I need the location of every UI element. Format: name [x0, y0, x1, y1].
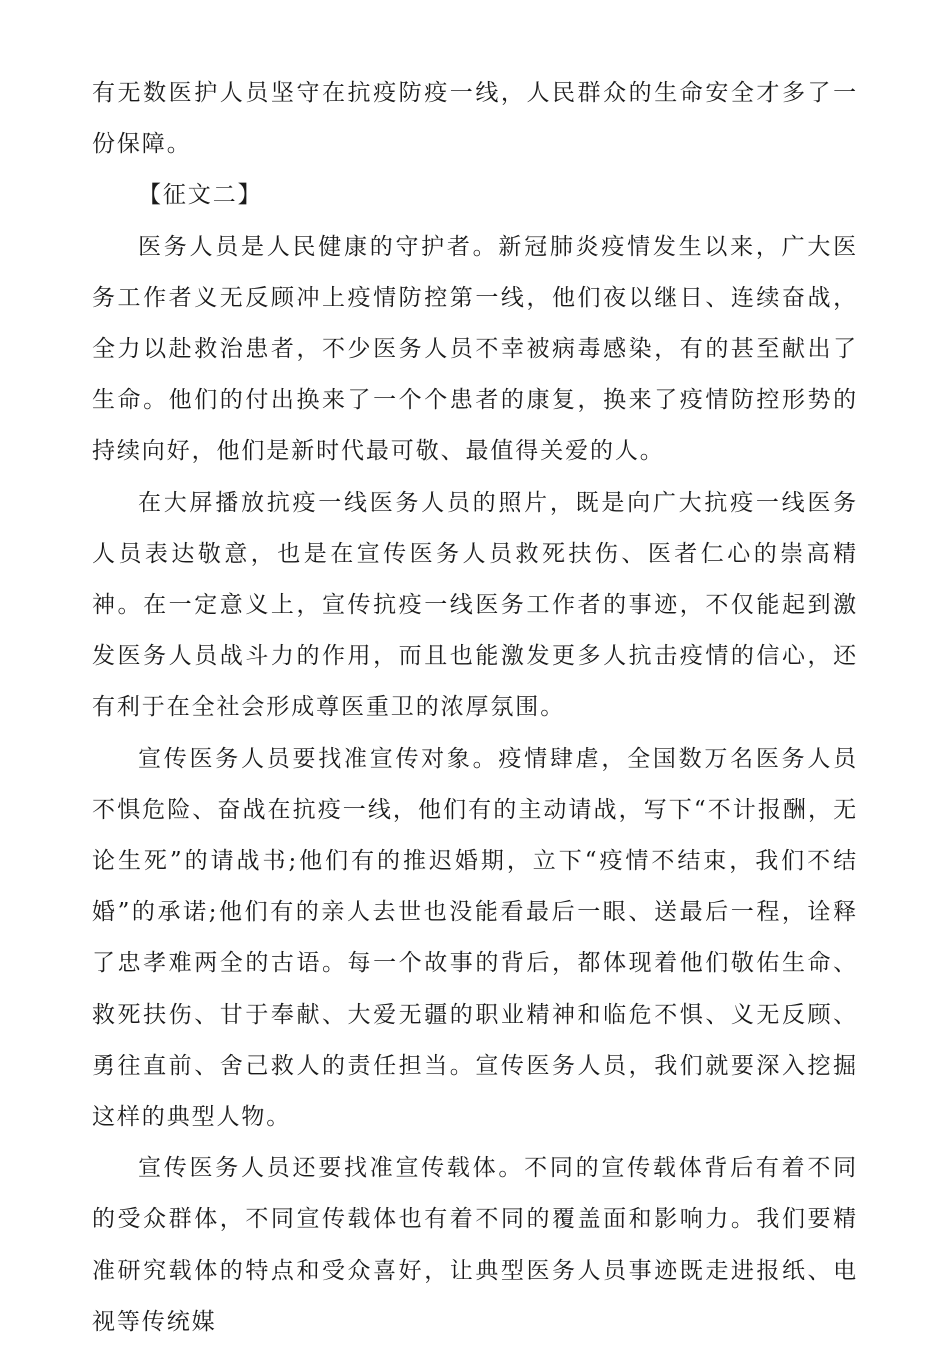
body-paragraph: 宣传医务人员要找准宣传对象。疫情肆虐，全国数万名医务人员不惧危险、奋战在抗疫一线，他们有的主动请战，写下“不计报酬，无论生死”的请战书;他们有的推迟婚期，立下“疫情不结束，我们不结婚”的承诺;他们有的亲人去世也没能看最后一眼、送最后一程，诠释了忠孝难两全的古语。每一个故事的背后，都体现着他们敬佑生命、救死扶伤、甘于奉献、大爱无疆的职业精神和临危不惧、义无反顾、勇往直前、舍己救人的责任担当。宣传医务人员，我们就要深入挖掘这样的典型人物。 [92, 745, 858, 1131]
body-paragraph: 宣传医务人员还要找准宣传载体。不同的宣传载体背后有着不同的受众群体，不同宣传载体也有着不同的覆盖面和影响力。我们要精准研究载体的特点和受众喜好，让典型医务人员事迹既走进报纸、电视等传统媒 [92, 1155, 858, 1335]
continuation-paragraph: 有无数医护人员坚守在抗疫防疫一线，人民群众的生命安全才多了一份保障。 [92, 80, 858, 158]
body-paragraph: 医务人员是人民健康的守护者。新冠肺炎疫情发生以来，广大医务工作者义无反顾冲上疫情防控第一线，他们夜以继日、连续奋战，全力以赴救治患者，不少医务人员不幸被病毒感染，有的甚至献出了生命。他们的付出换来了一个个患者的康复，换来了疫情防控形势的持续向好，他们是新时代最可敬、最值得关爱的人。 [92, 233, 858, 465]
document-page [92, 68, 858, 1348]
essay-heading: 【征文二】 [138, 182, 263, 209]
body-paragraph: 在大屏播放抗疫一线医务人员的照片，既是向广大抗疫一线医务人员表达敬意，也是在宣传医务人员救死扶伤、医者仁心的崇高精神。在一定意义上，宣传抗疫一线医务工作者的事迹，不仅能起到激发医务人员战斗力的作用，而且也能激发更多人抗击疫情的信心，还有利于在全社会形成尊医重卫的浓厚氛围。 [92, 489, 858, 721]
